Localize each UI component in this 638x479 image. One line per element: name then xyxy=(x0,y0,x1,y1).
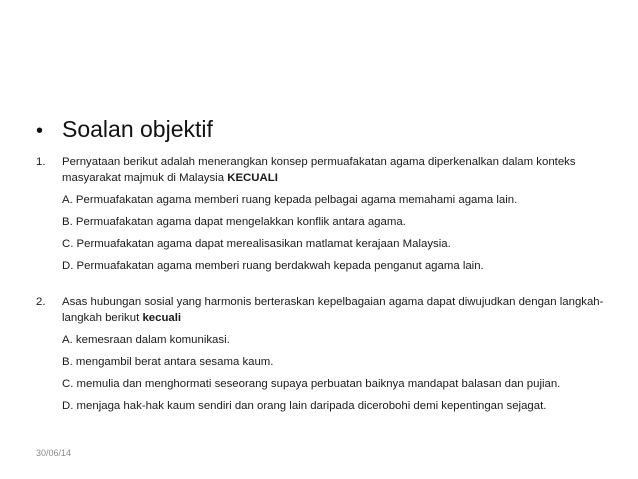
question-text xyxy=(62,154,606,186)
option-b: B. mengambil berat antara sesama kaum. xyxy=(62,356,274,368)
option-a: A. Permuafakatan agama memberi ruang kepada pelbagai agama memahami agama lain. xyxy=(62,194,518,206)
question-emphasis: kecuali xyxy=(142,312,182,324)
question-stem: Pernyataan berikut adalah menerangkan konsep permuafakatan agama diperkenalkan dalam konteks masyarakat majmuk di Malaysia xyxy=(62,156,576,184)
question-stem: Asas hubungan sosial yang harmonis berteraskan kepelbagaian agama dapat diwujudkan dengan langkah-langkah berikut xyxy=(62,296,604,324)
question-number: 1. xyxy=(36,156,46,168)
option-c: C. memulia dan menghormati seseorang supaya perbuatan baiknya mandapat balasan dan pujian. xyxy=(62,378,561,390)
bullet-icon: • xyxy=(36,120,44,142)
option-c: C. Permuafakatan agama dapat merealisasikan matlamat kerajaan Malaysia. xyxy=(62,238,451,250)
option-d: D. menjaga hak-hak kaum sendiri dan orang lain daripada dicerobohi demi kepentingan sejagat. xyxy=(62,400,547,412)
option-list xyxy=(62,332,606,414)
footer-date: 30/06/14 xyxy=(36,448,72,458)
slide-heading xyxy=(36,116,213,143)
question-list xyxy=(36,154,606,420)
question-number: 2. xyxy=(36,296,46,308)
question-emphasis: KECUALI xyxy=(227,172,278,184)
question-item xyxy=(36,154,606,280)
question-body xyxy=(62,154,606,280)
option-a: A. kemesraan dalam komunikasi. xyxy=(62,334,230,346)
question-text xyxy=(62,294,606,326)
option-d: D. Permuafakatan agama memberi ruang berdakwah kepada penganut agama lain. xyxy=(62,260,484,272)
option-b: B. Permuafakatan agama dapat mengelakkan konflik antara agama. xyxy=(62,216,406,228)
option-list xyxy=(62,192,606,274)
slide-title: Soalan objektif xyxy=(62,116,213,142)
question-body xyxy=(62,294,606,420)
question-item xyxy=(36,294,606,420)
